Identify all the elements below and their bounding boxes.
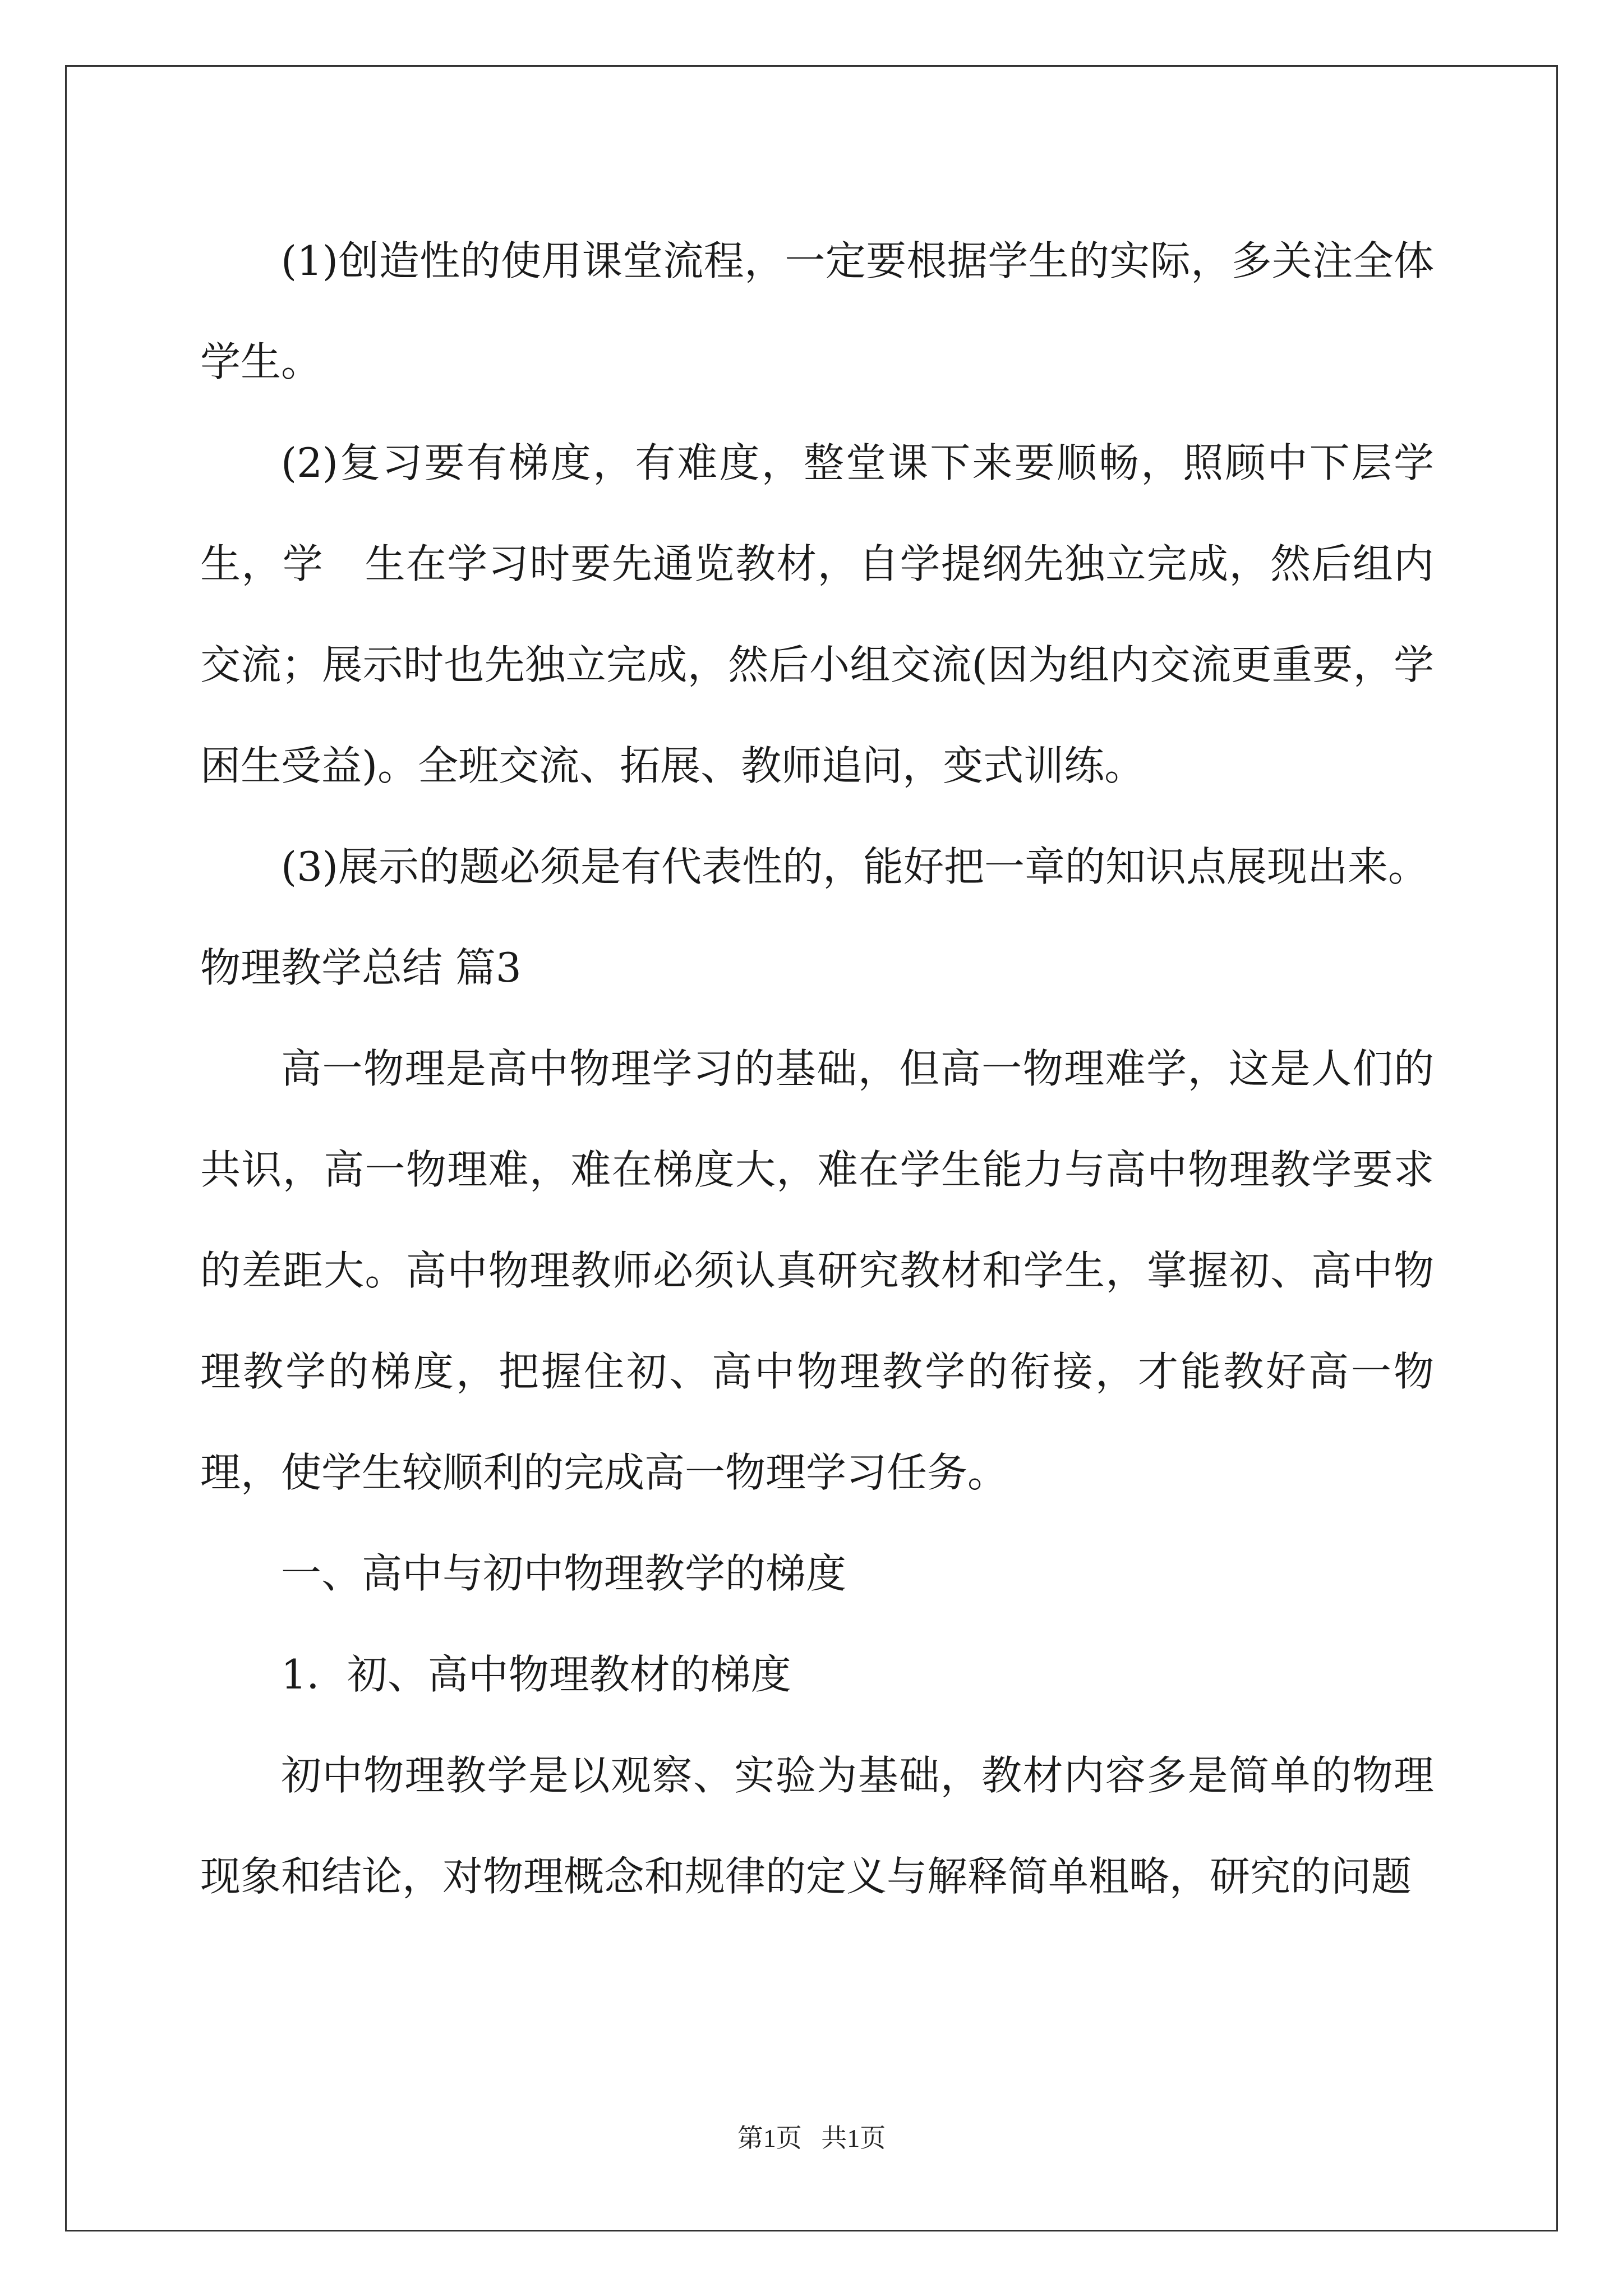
subheading-2: 1．初、高中物理教材的梯度 [281, 1651, 791, 1698]
paragraph-3: (3)展示的题必须是有代表性的，能好把一章的知识点展现出来。 [281, 843, 1428, 890]
document-body [200, 210, 1434, 1927]
paragraph-1: (1)创造性的使用课堂流程，一定要根据学生的实际，多关注全体学生。 [200, 237, 1434, 385]
page-total: 共1页 [821, 2124, 886, 2152]
page-footer [0, 2122, 1623, 2155]
page-number: 第1页 [737, 2124, 802, 2152]
paragraph-5: 初中物理教学是以观察、实验为基础，教材内容多是简单的物理现象和结论，对物理概念和规律的定义与解释简单粗略，研究的问题 [200, 1752, 1434, 1900]
paragraph-2: (2)复习要有梯度，有难度，整堂课下来要顺畅，照顾中下层学生，学 生在学习时要先通览教材，自学提纲先独立完成，然后组内交流；展示时也先独立完成，然后小组交流(因为组内交流更重要，学困生受益)。全班交流、拓展、教师追问，变式训练。 [200, 439, 1434, 789]
section-heading: 物理教学总结 篇3 [200, 944, 522, 991]
paragraph-4: 高一物理是高中物理学习的基础，但高一物理难学，这是人们的共识，高一物理难，难在梯度大，难在学生能力与高中物理教学要求的差距大。高中物理教师必须认真研究教材和学生，掌握初、高中物理教学的梯度，把握住初、高中物理教学的衔接，才能教好高一物理，使学生较顺利的完成高一物理学习任务。 [200, 1045, 1434, 1496]
subheading-1: 一、高中与初中物理教学的梯度 [281, 1550, 847, 1597]
